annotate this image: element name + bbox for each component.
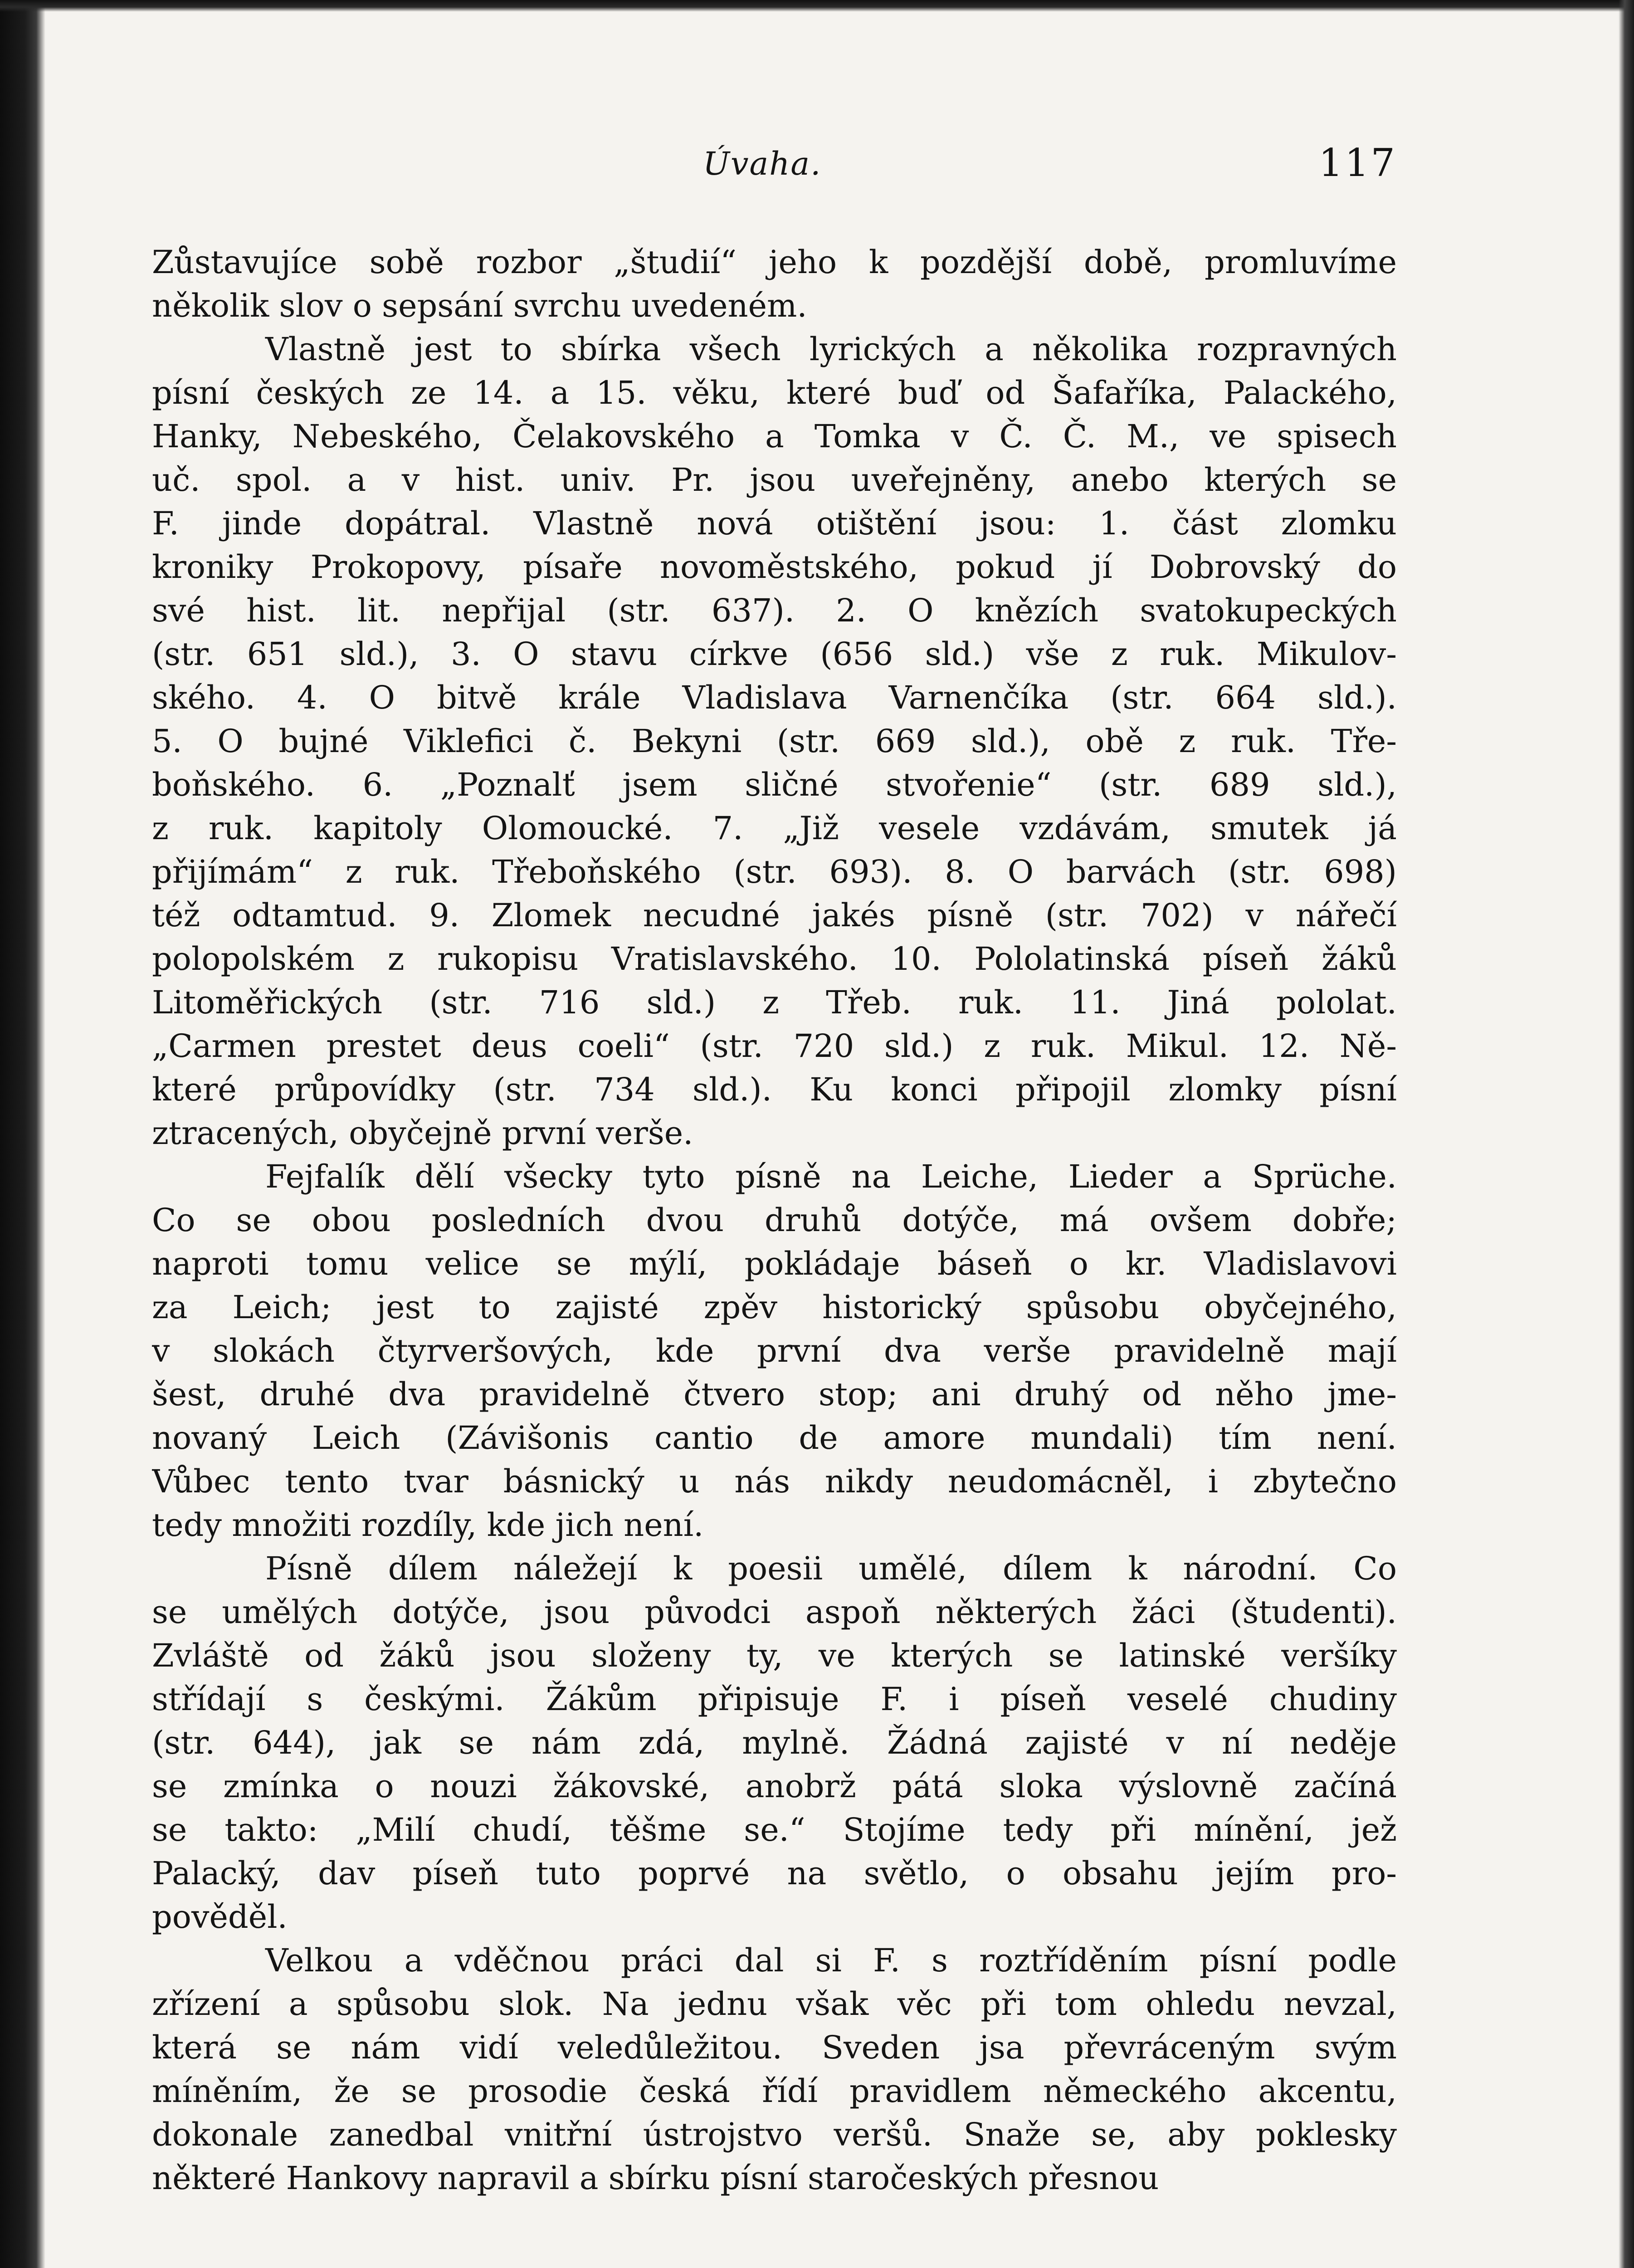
text-line: která se nám vidí veledůležitou. Sveden jsa převráceným svým	[152, 2029, 1397, 2066]
text-line: z ruk. kapitoly Olomoucké. 7. „Již vesele vzdávám, smutek já	[152, 810, 1397, 847]
text-line: Vlastně jest to sbírka všech lyrických a několika rozpravných	[265, 331, 1397, 368]
text-line: Fejfalík dělí všecky tyto písně na Leiche, Lieder a Sprüche.	[265, 1158, 1397, 1195]
text-line: míněním, že se prosodie česká řídí pravidlem německého akcentu,	[152, 2072, 1397, 2110]
text-line: Vůbec tento tvar básnický u nás nikdy neudomácněl, i zbytečno	[152, 1463, 1397, 1500]
text-line: ského. 4. O bitvě krále Vladislava Varnenčíka (str. 664 sld.).	[152, 679, 1397, 716]
text-line: se umělých dotýče, jsou původci aspoň některých žáci (študenti).	[152, 1593, 1397, 1631]
text-line: boňského. 6. „Poznalť jsem sličné stvořenie“ (str. 689 sld.),	[152, 766, 1397, 803]
page-number: 117	[1318, 141, 1397, 185]
text-line: též odtamtud. 9. Zlomek necudné jakés písně (str. 702) v nářečí	[152, 897, 1397, 934]
text-line: několik slov o sepsání svrchu uvedeném.	[152, 287, 807, 324]
paragraph	[152, 1547, 1397, 1939]
scan-edge-left	[0, 0, 45, 2268]
text-line: zřízení a spůsobu slok. Na jednu však věc při tom ohledu nevzal,	[152, 1985, 1397, 2023]
text-line: Písně dílem náležejí k poesii umělé, dílem k národní. Co	[265, 1550, 1397, 1587]
text-line: kroniky Prokopovy, písaře novoměstského, pokud jí Dobrovský do	[152, 548, 1397, 586]
text-line: své hist. lit. nepřijal (str. 637). 2. O knězích svatokupeckých	[152, 592, 1397, 629]
paragraph	[152, 1939, 1397, 2200]
paragraph	[152, 327, 1397, 1155]
scan-edge-top	[0, 0, 1634, 12]
text-line: (str. 651 sld.), 3. O stavu církve (656 sld.) vše z ruk. Mikulov-	[152, 635, 1397, 673]
text-line: Co se obou posledních dvou druhů dotýče, má ovšem dobře;	[152, 1202, 1397, 1239]
text-line: naproti tomu velice se mýlí, pokládaje báseň o kr. Vladislavovi	[152, 1245, 1397, 1282]
text-line: za Leich; jest to zajisté zpěv historický spůsobu obyčejného,	[152, 1289, 1397, 1326]
text-line: Velkou a vděčnou práci dal si F. s roztříděním písní podle	[265, 1942, 1397, 1979]
text-line: F. jinde dopátral. Vlastně nová otištění jsou: 1. část zlomku	[152, 505, 1397, 542]
text-line: Hanky, Nebeského, Čelakovského a Tomka v Č. Č. M., ve spisech	[152, 418, 1397, 455]
text-line: Zůstavujíce sobě rozbor „študií“ jeho k pozdější době, promluvíme	[152, 244, 1397, 281]
text-line: novaný Leich (Závišonis cantio de amore mundali) tím není.	[152, 1419, 1397, 1457]
text-line: střídají s českými. Žákům připisuje F. i píseň veselé chudiny	[152, 1681, 1397, 1718]
page-header	[145, 136, 1397, 191]
paragraph	[152, 1155, 1397, 1547]
text-line: se zmínka o nouzi žákovské, anobrž pátá sloka výslovně začíná	[152, 1768, 1397, 1805]
running-head: Úvaha.	[703, 145, 822, 182]
text-line: v slokách čtyrveršových, kde první dva verše pravidelně mají	[152, 1332, 1397, 1369]
text-line: pověděl.	[152, 1898, 288, 1936]
text-line: Litoměřických (str. 716 sld.) z Třeb. ruk. 11. Jiná pololat.	[152, 984, 1397, 1021]
text-line: tedy množiti rozdíly, kde jich není.	[152, 1506, 704, 1544]
text-line: (str. 644), jak se nám zdá, mylně. Žádná zajisté v ní neděje	[152, 1724, 1397, 1761]
body-text	[152, 240, 1397, 2200]
paragraph	[152, 240, 1397, 327]
text-line: polopolském z rukopisu Vratislavského. 10. Pololatinská píseň žáků	[152, 940, 1397, 978]
text-line: ztracených, obyčejně první verše.	[152, 1114, 693, 1152]
text-line: Palacký, dav píseň tuto poprvé na světlo, o obsahu jejím pro-	[152, 1855, 1397, 1892]
text-line: šest, druhé dva pravidelně čtvero stop; ani druhý od něho jme-	[152, 1376, 1397, 1413]
text-line: které průpovídky (str. 734 sld.). Ku konci připojil zlomky písní	[152, 1071, 1397, 1108]
text-line: některé Hankovy napravil a sbírku písní staročeských přesnou	[152, 2160, 1159, 2197]
text-line: 5. O bujné Viklefici č. Bekyni (str. 669 sld.), obě z ruk. Tře-	[152, 723, 1397, 760]
text-line: dokonale zanedbal vnitřní ústrojstvo veršů. Snaže se, aby poklesky	[152, 2116, 1397, 2153]
text-line: Zvláště od žáků jsou složeny ty, ve kterých se latinské veršíky	[152, 1637, 1397, 1674]
text-line: „Carmen prestet deus coeli“ (str. 720 sld.) z ruk. Mikul. 12. Ně-	[152, 1027, 1397, 1065]
scan-edge-right	[1619, 0, 1634, 2268]
text-line: uč. spol. a v hist. univ. Pr. jsou uveřejněny, anebo kterých se	[152, 461, 1397, 499]
text-line: se takto: „Milí chudí, těšme se.“ Stojíme tedy při mínění, jež	[152, 1811, 1397, 1848]
text-line: písní českých ze 14. a 15. věku, které buď od Šafaříka, Palackého,	[152, 374, 1397, 411]
text-line: přijímám“ z ruk. Třeboňského (str. 693). 8. O barvách (str. 698)	[152, 853, 1397, 890]
